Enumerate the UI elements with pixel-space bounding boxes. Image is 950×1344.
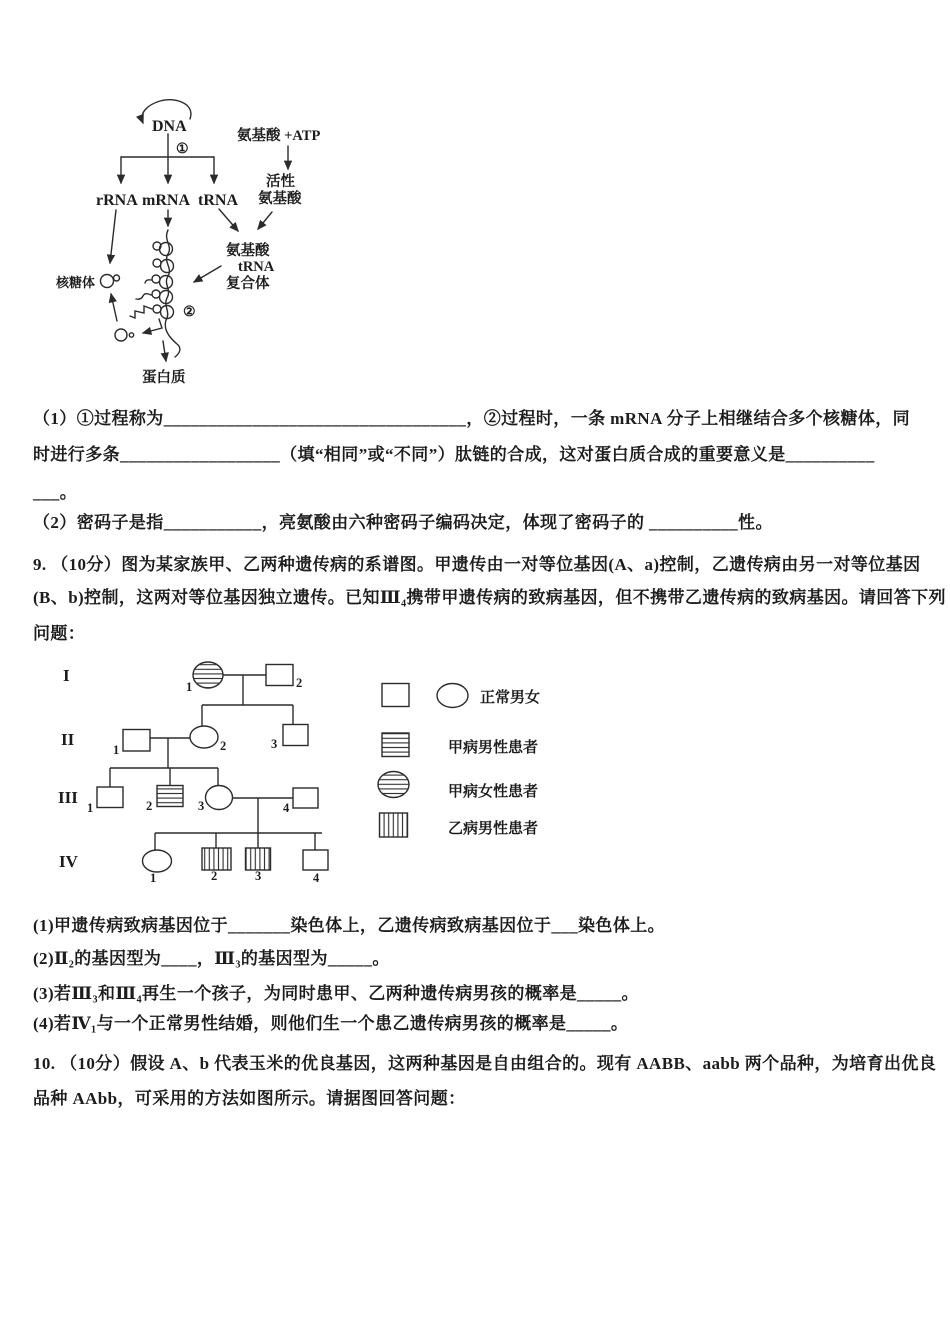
pedigree-connectors (110, 675, 322, 850)
member-I-1-diseaseA-female (193, 662, 223, 688)
generation-II-label: II (61, 730, 75, 749)
member-III-2-number: 2 (146, 799, 153, 813)
legend-diseaseA-female-symbol (378, 772, 409, 798)
member-I-2-number: 2 (296, 676, 303, 690)
member-II-2-normal-female (190, 726, 218, 748)
legend-diseaseA-female-label: 甲病女性患者 (448, 784, 539, 800)
member-II-1-number: 1 (113, 743, 120, 757)
member-IV-4-normal-male (303, 850, 328, 870)
q9-sub-question-4: (4)若Ⅳ₁与一个正常男性结婚，则他们生一个患乙遗传病男孩的概率是_____。 (33, 1014, 629, 1033)
released-small-subunit (129, 333, 133, 337)
q9-sub-question-1: (1)甲遗传病致病基因位于_______染色体上，乙遗传病致病基因位于___染色体上。 (33, 916, 666, 935)
rrna-label: rRNA (96, 192, 138, 209)
nascent-polypeptides (130, 280, 152, 318)
generation-I-label: I (63, 666, 70, 685)
q8-part1-line3: ___。 (33, 483, 78, 502)
member-IV-1-number: 1 (150, 871, 157, 885)
q9-sub-question-2: (2)Ⅱ₂的基因型为____，Ⅲ₃的基因型为_____。 (33, 949, 390, 968)
pedigree-figure (50, 652, 550, 895)
arrow-rrna-to-ribosome (110, 210, 116, 263)
q8-part1-line1: （1）①过程称为__________________________________，②过程时，一条 mRNA 分子上相继结合多个核糖体，同 (33, 409, 911, 428)
generation-IV-label: IV (59, 852, 78, 871)
released-large-subunit (115, 329, 127, 341)
complex-label-line1: 氨基酸 (226, 243, 270, 259)
member-III-3-normal-female (206, 786, 233, 810)
q8-part1-line2: 时进行多条__________________（填“相同”或“不同”）肽链的合成，这对蛋白质合成的重要意义是__________ (33, 445, 875, 464)
legend-normal-label: 正常男女 (480, 690, 541, 706)
legend-diseaseB-male-symbol (380, 813, 408, 837)
member-II-1-normal-male (123, 730, 150, 752)
process1-label: ① (176, 142, 189, 157)
member-IV-2-diseaseB-male (202, 848, 231, 870)
polysome-ribosomes (152, 242, 174, 319)
dna-label: DNA (152, 118, 187, 135)
member-III-1-number: 1 (87, 801, 94, 815)
member-II-2-number: 2 (220, 739, 227, 753)
member-IV-1-normal-female (143, 850, 172, 872)
member-I-2-normal-male (266, 665, 293, 686)
member-III-2-diseaseA-male (157, 786, 183, 807)
arrow-to-protein (163, 341, 166, 361)
legend-normal-male-symbol (382, 684, 409, 707)
protein-label: 蛋白质 (142, 370, 186, 386)
ribosome-label: 核糖体 (56, 275, 96, 290)
q8-part2-line: （2）密码子是指___________，亮氨酸由六种密码子编码决定，体现了密码子的 __________性。 (33, 513, 773, 532)
process2-label: ② (183, 305, 196, 320)
q9-intro-line2: (B、b)控制，这两对等位基因独立遗传。已知Ⅲ₄携带甲遗传病的致病基因，但不携带乙遗传病的致病基因。请回答下列 (33, 588, 946, 607)
arrow-trna-to-complex (219, 209, 238, 231)
q9-sub-question-3: (3)若Ⅲ₃和Ⅲ₄再生一个孩子，为同时患甲、乙两种遗传病男孩的概率是_____。 (33, 984, 639, 1003)
q9-intro-line1: 9. （10分）图为某家族甲、乙两种遗传病的系谱图。甲遗传由一对等位基因(A、a)控制，乙遗传病由另一对等位基因 (33, 555, 921, 574)
active-amino-label-line2: 氨基酸 (258, 191, 302, 207)
member-III-1-normal-male (97, 787, 123, 808)
legend-diseaseB-male-label: 乙病男性患者 (448, 821, 539, 837)
arrow-polysome-release (143, 319, 162, 333)
member-III-4-number: 4 (283, 801, 290, 815)
complex-label-line2: tRNA (238, 259, 275, 275)
arrow-active-to-complex (258, 212, 272, 229)
member-IV-3-diseaseB-male (246, 848, 271, 870)
ribosome-large-subunit (101, 275, 114, 288)
complex-label-line3: 复合体 (226, 276, 270, 292)
member-IV-2-number: 2 (211, 869, 218, 883)
mrna-label: mRNA (142, 192, 190, 209)
member-IV-4-number: 4 (313, 871, 320, 885)
q10-line1: 10. （10分）假设 A、b 代表玉米的优良基因，这两种基因是自由组合的。现有 AABB、aabb 两个品种，为培育出优良 (33, 1054, 937, 1073)
generation-III-label: III (58, 788, 78, 807)
member-III-4-normal-male (293, 788, 318, 808)
member-II-3-normal-male (283, 725, 308, 746)
legend-diseaseA-male-label: 甲病男性患者 (448, 740, 539, 756)
arrow-complex-to-polysome (194, 266, 221, 282)
member-I-1-number: 1 (186, 680, 193, 694)
ribosome-small-subunit (114, 275, 120, 281)
member-IV-3-number: 3 (255, 869, 262, 883)
legend-normal-female-symbol (437, 684, 468, 708)
member-II-3-number: 3 (271, 737, 278, 751)
q9-intro-line3: 问题： (33, 624, 86, 643)
active-amino-label-line1: 活性 (266, 174, 295, 190)
member-III-3-number: 3 (198, 799, 205, 813)
protein-synthesis-figure (55, 95, 345, 395)
arrow-subunits-to-ribosome (111, 294, 117, 321)
q10-line2: 品种 AAbb，可采用的方法如图所示。请据图回答问题： (33, 1089, 466, 1108)
trna-label: tRNA (198, 192, 238, 209)
amino-acid-atp-label: 氨基酸 +ATP (237, 128, 321, 144)
legend-diseaseA-male-symbol (382, 733, 409, 757)
